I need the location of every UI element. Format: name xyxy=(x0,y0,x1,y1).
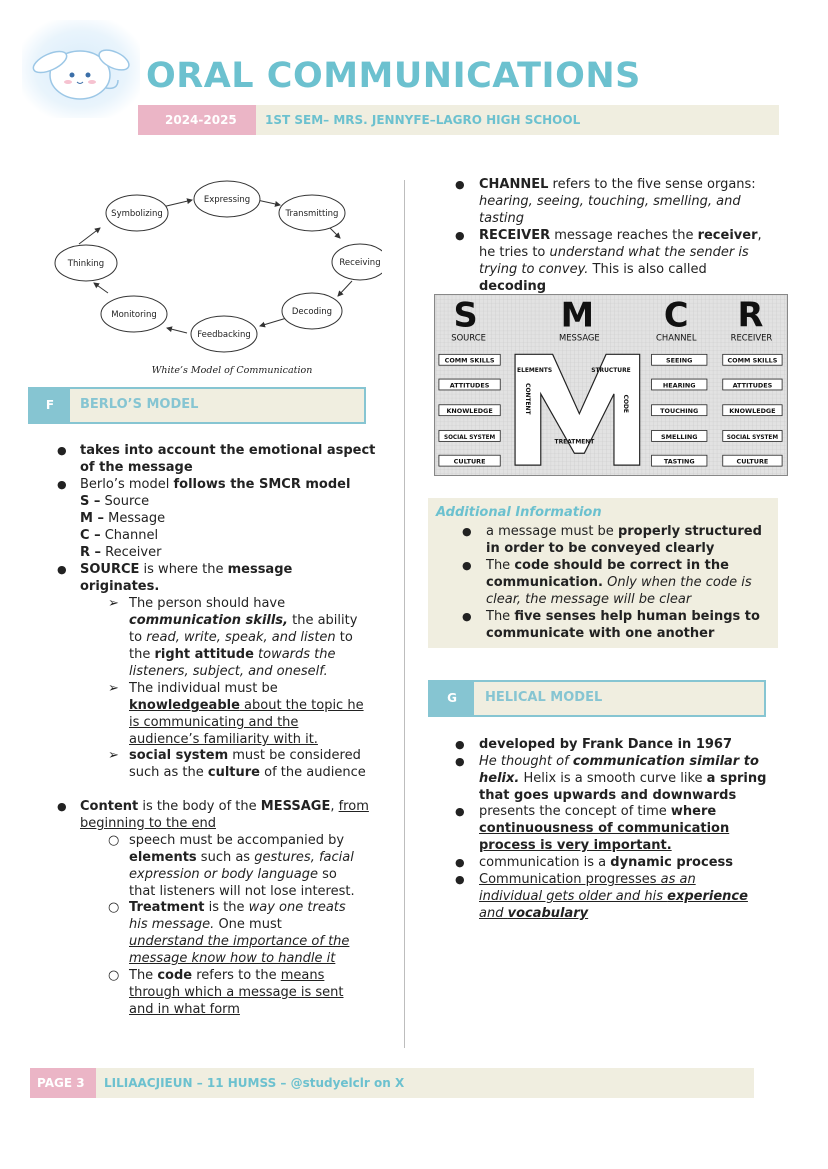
circle-bullet: ○ xyxy=(108,968,120,983)
column-divider xyxy=(404,180,405,1048)
msg-elements: ELEMENTS xyxy=(517,367,553,375)
channel-label-3: SMELLING xyxy=(660,432,698,441)
content-subpoint-elements: speech must be accompanied by elements such as gestures, facial expression or body language so that listeners will not lose interest. xyxy=(129,833,355,899)
page-number: PAGE 3 xyxy=(37,1076,85,1090)
letter-c: C xyxy=(663,295,689,335)
diagram-caption: White’s Model of Communication xyxy=(151,365,313,376)
source-subpoint-2: The individual must be knowledgeable about the topic he is communicating and the audience’s familiarity with it. xyxy=(129,681,364,747)
bullet-dot: ● xyxy=(455,856,465,869)
receiver-label-4: CULTURE xyxy=(736,457,769,466)
circle-bullet: ○ xyxy=(108,900,120,915)
bullet-dot: ● xyxy=(455,178,465,191)
helical-section-title: HELICAL MODEL xyxy=(485,690,603,705)
letter-s: S xyxy=(453,295,478,335)
helical-point-4: communication is a dynamic process xyxy=(479,855,733,870)
bullet-dot: ● xyxy=(455,229,465,242)
helical-point-1: developed by Frank Dance in 1967 xyxy=(479,737,733,752)
bullet-dot: ● xyxy=(57,563,67,576)
school-year: 2024-2025 xyxy=(165,113,237,127)
helical-point-5: Communication progresses as an individual gets older and his experience and vocabulary xyxy=(479,872,748,921)
section-tag-f: F xyxy=(30,389,70,422)
heading-message: MESSAGE xyxy=(558,332,600,343)
content-subpoint-treatment: Treatment is the way one treats his message. One must understand the importance of the message know how to handle it xyxy=(129,900,350,966)
source-point: SOURCE is where the message originates. xyxy=(80,562,293,594)
msg-content: CONTENT xyxy=(523,383,531,415)
source-subpoint-1: The person should have communication skills, the ability to read, write, speak, and listen to the right attitude towards the listeners, subject, and oneself. xyxy=(129,596,358,679)
receiver-point: RECEIVER message reaches the receiver, he tries to understand what the sender is trying to convey. This is also called decoding xyxy=(479,228,762,294)
label-expressing: Expressing xyxy=(203,195,251,205)
heading-receiver: RECEIVER xyxy=(730,332,773,343)
additional-info-title: Additional Information xyxy=(436,505,602,520)
helical-point-2: He thought of communication similar to helix. Helix is a smooth curve like a spring that goes upwards and downwards xyxy=(479,754,767,803)
cinnamoroll-logo xyxy=(22,20,140,118)
letter-r: R xyxy=(737,295,764,335)
arrow-bullet: ➢ xyxy=(108,596,119,611)
bullet-dot: ● xyxy=(455,873,465,886)
arrow-bullet: ➢ xyxy=(108,681,119,696)
source-label-2: KNOWLEDGE xyxy=(446,407,493,416)
info-point-3: The five senses help human beings to communicate with one another xyxy=(486,609,760,641)
bullet-dot: ● xyxy=(57,478,67,491)
channel-label-4: TASTING xyxy=(663,457,695,466)
receiver-label-3: SOCIAL SYSTEM xyxy=(726,434,779,441)
helical-point-3: presents the concept of time where continuousness of communication process is very important. xyxy=(479,804,730,853)
label-thinking: Thinking xyxy=(67,259,105,269)
bullet-dot: ● xyxy=(455,755,465,768)
channel-label-1: HEARING xyxy=(662,381,696,390)
source-label-1: ATTITUDES xyxy=(449,381,490,390)
content-subpoint-code: The code refers to the means through which a message is sent and in what form xyxy=(129,968,344,1017)
receiver-label-2: KNOWLEDGE xyxy=(729,407,776,416)
bullet-dot: ● xyxy=(462,610,472,623)
label-monitoring: Monitoring xyxy=(111,310,157,320)
label-receiving: Receiving xyxy=(339,258,381,268)
section-tag-g: G xyxy=(430,682,474,715)
channel-label-0: SEEING xyxy=(666,356,693,365)
content-point: Content is the body of the MESSAGE, from beginning to the end xyxy=(80,799,369,831)
source-label-3: SOCIAL SYSTEM xyxy=(443,434,496,441)
berlo-point-1: takes into account the emotional aspect of the message xyxy=(80,443,376,475)
label-feedbacking: Feedbacking xyxy=(197,330,251,340)
bullet-dot: ● xyxy=(462,525,472,538)
berlo-section-title: BERLO’S MODEL xyxy=(80,397,199,412)
circle-bullet: ○ xyxy=(108,833,120,848)
msg-structure: STRUCTURE xyxy=(591,367,631,375)
source-subpoint-3: social system must be considered such as the culture of the audience xyxy=(129,748,366,780)
msg-treatment: TREATMENT xyxy=(554,438,595,446)
footer-credit: LILIAACJIEUN – 11 HUMSS – @studyelclr on X xyxy=(104,1076,405,1090)
source-label-0: COMM SKILLS xyxy=(444,356,495,365)
bullet-dot: ● xyxy=(455,738,465,751)
heading-source: SOURCE xyxy=(451,332,486,343)
channel-label-2: TOUCHING xyxy=(660,407,699,416)
heading-channel: CHANNEL xyxy=(656,332,697,343)
semester-info: 1ST SEM– MRS. JENNYFE–LAGRO HIGH SCHOOL xyxy=(265,113,581,127)
msg-code: CODE xyxy=(621,394,629,413)
receiver-label-0: COMM SKILLS xyxy=(727,356,778,365)
bullet-dot: ● xyxy=(455,805,465,818)
white-model-diagram xyxy=(52,178,382,378)
letter-m: M xyxy=(560,295,595,335)
smcr-model-diagram xyxy=(434,294,788,476)
puppy-mascot-icon xyxy=(22,20,140,118)
source-label-4: CULTURE xyxy=(453,457,486,466)
channel-point: CHANNEL refers to the five sense organs: hearing, seeing, touching, smelling, and tasting xyxy=(479,177,756,226)
label-transmitting: Transmitting xyxy=(285,209,339,219)
info-point-1: a message must be properly structured in order to be conveyed clearly xyxy=(486,524,762,556)
label-decoding: Decoding xyxy=(291,307,333,317)
label-symbolizing: Symbolizing xyxy=(111,209,163,219)
bullet-dot: ● xyxy=(57,444,67,457)
bullet-dot: ● xyxy=(462,559,472,572)
info-point-2: The code should be correct in the communication. Only when the code is clear, the message will be clear xyxy=(486,558,752,607)
receiver-label-1: ATTITUDES xyxy=(732,381,773,390)
bullet-dot: ● xyxy=(57,800,67,813)
page-title: ORAL COMMUNICATIONS xyxy=(146,56,641,96)
berlo-point-2: Berlo’s model follows the SMCR model S – Source M – Message C – Channel R – Receiver xyxy=(80,477,351,560)
arrow-bullet: ➢ xyxy=(108,748,119,763)
